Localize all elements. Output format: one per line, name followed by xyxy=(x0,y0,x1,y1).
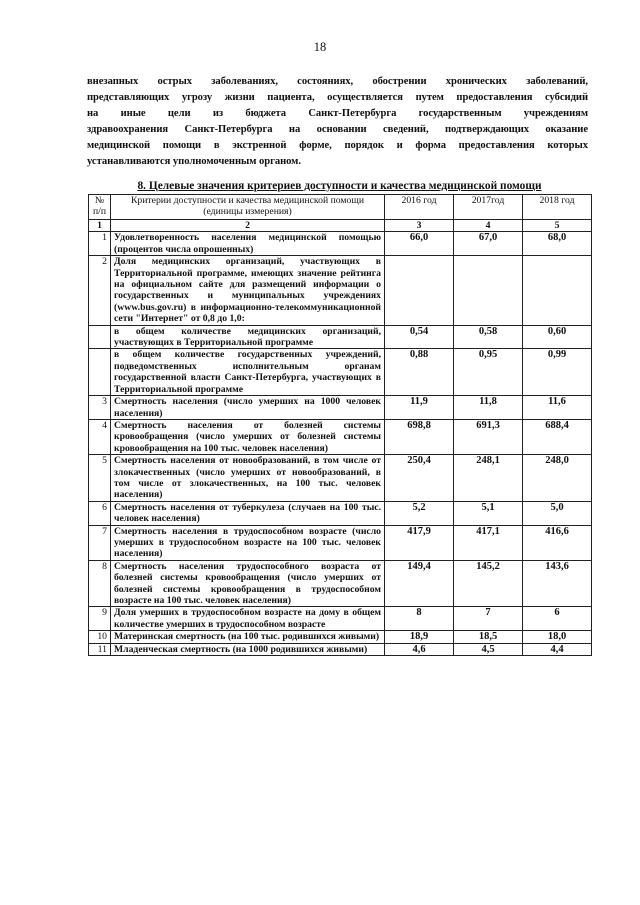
header-num: № п/п xyxy=(89,195,111,220)
value-2017: 5,1 xyxy=(454,501,523,525)
row-criteria: Удовлетворенность населения медицинской помощью (процентов числа опрошенных) xyxy=(111,232,385,256)
value-2016: 18,9 xyxy=(385,631,454,643)
value-2017: 67,0 xyxy=(454,232,523,256)
row-criteria: Смертность населения от новообразований, в том числе от злокачественных (число умерших от новообразований, в том числе от злокачественных, на 100 тыс. человек населения) xyxy=(111,455,385,502)
value-2018: 68,0 xyxy=(523,232,592,256)
intro-line: медицинской помощи в экстренной форме, порядок и форма предоставления которых xyxy=(87,140,588,152)
column-index: 4 xyxy=(454,220,523,232)
value-2016: 5,2 xyxy=(385,501,454,525)
value-2017: 145,2 xyxy=(454,560,523,607)
value-2018: 143,6 xyxy=(523,560,592,607)
table-row xyxy=(89,396,592,420)
value-2017: 0,58 xyxy=(454,325,523,349)
row-criteria: Смертность населения трудоспособного возраста от болезней системы кровообращения (число умерших от болезней системы кровообращения в трудоспособном возрасте на 100 тыс. человек населения) xyxy=(111,560,385,607)
value-2016: 0,54 xyxy=(385,325,454,349)
table-row xyxy=(89,607,592,631)
row-criteria: в общем количестве государственных учреждений, подведомственных исполнительным органам государственной власти Санкт-Петербурга, участвующих в Территориальной программе xyxy=(111,349,385,396)
intro-line: здравоохранения Санкт-Петербурга на основании сведений, подтверждающих оказание xyxy=(87,124,588,136)
row-number: 4 xyxy=(89,419,111,454)
table-row xyxy=(89,560,592,607)
row-number: 5 xyxy=(89,455,111,502)
value-2016 xyxy=(385,256,454,325)
intro-line: представляющих угрозу жизни пациента, осуществляется путем предоставления субсидий xyxy=(87,92,588,104)
intro-line: на иные цели из бюджета Санкт-Петербурга государственным учреждениям xyxy=(87,108,588,120)
table-row xyxy=(89,525,592,560)
value-2018: 248,0 xyxy=(523,455,592,502)
value-2016: 66,0 xyxy=(385,232,454,256)
value-2018: 4,4 xyxy=(523,643,592,655)
page-number: 18 xyxy=(313,40,327,54)
table-row xyxy=(89,325,592,349)
row-number: 3 xyxy=(89,396,111,420)
intro-line: устанавливаются уполномоченным органом. xyxy=(87,156,301,168)
value-2016: 698,8 xyxy=(385,419,454,454)
column-index: 1 xyxy=(89,220,111,232)
criteria-table xyxy=(88,194,592,656)
value-2018: 688,4 xyxy=(523,419,592,454)
row-number: 7 xyxy=(89,525,111,560)
value-2016: 4,6 xyxy=(385,643,454,655)
header-2016: 2016 год xyxy=(385,195,454,220)
intro-paragraph xyxy=(87,74,588,171)
value-2016: 0,88 xyxy=(385,349,454,396)
table-row xyxy=(89,501,592,525)
intro-line: внезапных острых заболеваниях, состояниях, обострении хронических заболеваний, xyxy=(87,76,588,87)
value-2016: 250,4 xyxy=(385,455,454,502)
value-2017: 7 xyxy=(454,607,523,631)
table-row xyxy=(89,349,592,396)
row-criteria: Смертность населения (число умерших на 1000 человек населения) xyxy=(111,396,385,420)
value-2018: 0,60 xyxy=(523,325,592,349)
value-2017: 0,95 xyxy=(454,349,523,396)
section-title: 8. Целевые значения критериев доступности и качества медицинской помощи xyxy=(137,180,542,192)
value-2016: 417,9 xyxy=(385,525,454,560)
value-2018: 11,6 xyxy=(523,396,592,420)
header-2017: 2017год xyxy=(454,195,523,220)
value-2017: 18,5 xyxy=(454,631,523,643)
value-2018: 5,0 xyxy=(523,501,592,525)
value-2016: 8 xyxy=(385,607,454,631)
header-criteria: Критерии доступности и качества медицинской помощи (единицы измерения) xyxy=(111,195,385,220)
value-2017: 11,8 xyxy=(454,396,523,420)
value-2017: 248,1 xyxy=(454,455,523,502)
column-index-row xyxy=(89,220,592,232)
value-2017: 4,5 xyxy=(454,643,523,655)
header-2018: 2018 год xyxy=(523,195,592,220)
value-2017: 417,1 xyxy=(454,525,523,560)
row-criteria: Материнская смертность (на 100 тыс. родившихся живыми) xyxy=(111,631,385,643)
column-index: 5 xyxy=(523,220,592,232)
row-criteria: в общем количестве медицинских организаций, участвующих в Территориальной программе xyxy=(111,325,385,349)
row-number: 2 xyxy=(89,256,111,325)
table-header-row xyxy=(89,195,592,220)
table-row xyxy=(89,643,592,655)
table-body xyxy=(89,232,592,656)
value-2017: 691,3 xyxy=(454,419,523,454)
row-number xyxy=(89,349,111,396)
row-number: 11 xyxy=(89,643,111,655)
table-row xyxy=(89,419,592,454)
value-2018: 6 xyxy=(523,607,592,631)
row-criteria: Смертность населения в трудоспособном возрасте (число умерших в трудоспособном возрасте на 100 тыс. человек населения) xyxy=(111,525,385,560)
row-number: 1 xyxy=(89,232,111,256)
row-number xyxy=(89,325,111,349)
table-row xyxy=(89,232,592,256)
value-2016: 149,4 xyxy=(385,560,454,607)
value-2017 xyxy=(454,256,523,325)
value-2018: 416,6 xyxy=(523,525,592,560)
row-number: 6 xyxy=(89,501,111,525)
table-row xyxy=(89,631,592,643)
row-number: 9 xyxy=(89,607,111,631)
value-2018: 18,0 xyxy=(523,631,592,643)
table-row xyxy=(89,455,592,502)
row-criteria: Смертность населения от болезней системы кровообращения (число умерших от болезней системы кровообращения на 100 тыс. человек населения) xyxy=(111,419,385,454)
row-criteria: Младенческая смертность (на 1000 родившихся живыми) xyxy=(111,643,385,655)
value-2018: 0,99 xyxy=(523,349,592,396)
column-index: 2 xyxy=(111,220,385,232)
row-number: 8 xyxy=(89,560,111,607)
row-criteria: Доля медицинских организаций, участвующих в Территориальной программе, имеющих значение рейтинга на официальном сайте для размещений информации о государственных и муниципальных учреждениях (www.bus.gov.ru) в информационно-телекоммуникационной сети "Интернет" от 0,8 до 1,0: xyxy=(111,256,385,325)
value-2018 xyxy=(523,256,592,325)
row-criteria: Смертность населения от туберкулеза (случаев на 100 тыс. человек населения) xyxy=(111,501,385,525)
table-row xyxy=(89,256,592,325)
row-criteria: Доля умерших в трудоспособном возрасте на дому в общем количестве умерших в трудоспособном возрасте xyxy=(111,607,385,631)
row-number: 10 xyxy=(89,631,111,643)
value-2016: 11,9 xyxy=(385,396,454,420)
column-index: 3 xyxy=(385,220,454,232)
